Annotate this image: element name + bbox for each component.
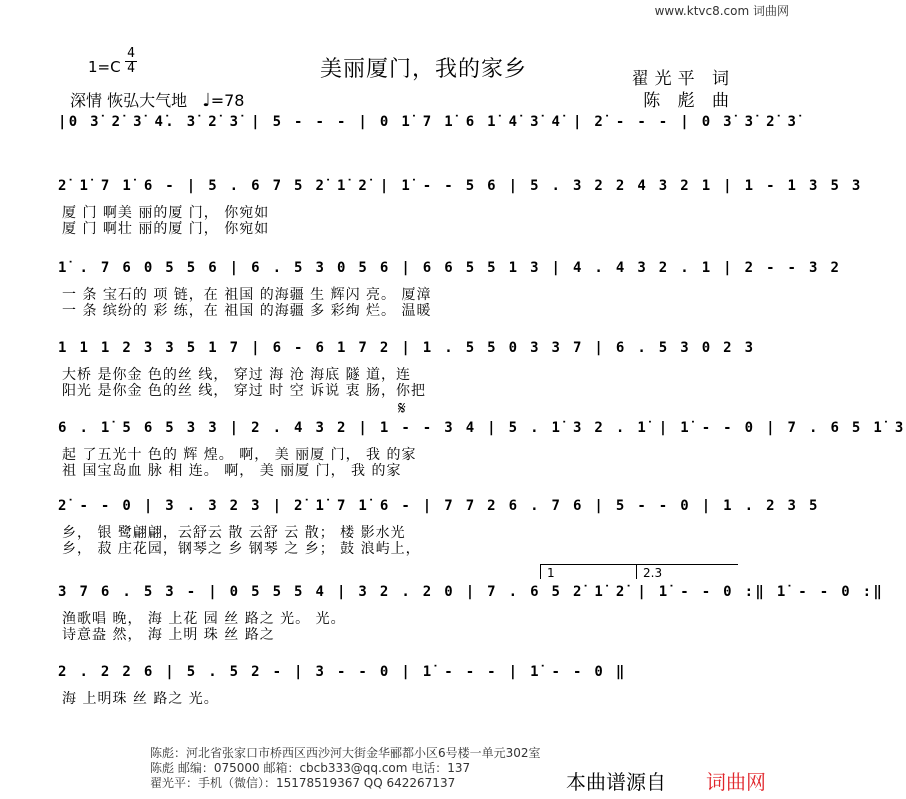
lyrics-line-2: 一 条 缤纷的 彩 练，在 祖国 的海疆 多 彩绚 烂。 温暖 [62, 303, 432, 319]
notation-row: 1 1 1 2 3 3 5 1 7 | 6 - 6 1 7 2 | 1 . 5 5 0 3 3 7 | 6 . 5 3 0 2 3 [58, 340, 756, 356]
volta-first-ending: 1 [540, 564, 637, 579]
footer-contact: 陈彪 邮编：075000 邮箱：cbcb333@qq.com 电话：137 [150, 761, 471, 775]
notation-row: 6 . 1̇ 5 6 5 3 3 | 2 . 4 3 2 | 1 - - 3 4 | 5 . 1̇ 3 2 . 1̇ | 1̇ - - 0 | 7 . 6 5 1̇ 3 [58, 420, 906, 436]
lyrics-line-2: 祖 国宝岛血 脉 相 连。 啊， 美 丽厦 门， 我 的家 [62, 463, 402, 479]
time-sig-bottom: 4 [127, 61, 135, 76]
notation-row: 2 . 2 2 6 | 5 . 5 2 - | 3 - - 0 | 1̇ - - - | 1̇ - - 0 ‖ [58, 664, 627, 680]
lyrics-line-2: 乡， 菽 庄花园，钢琴之 乡 钢琴 之 乡； 鼓 浪屿上， [62, 541, 421, 557]
notation-row: |0 3̇ 2̇ 3̇ 4̇. 3̇ 2̇ 3̇ | 5 - - - | 0 1̇ 7 1̇ 6 1̇ 4̇ 3̇ 4̇ | 2̇ - - - | 0 3̇ 3̇ 2̇ 3̇ [58, 114, 799, 130]
expression-text: 深情 恢弘大气地 [70, 91, 188, 110]
lyrics-line-2: 厦 门 啊壮 丽的厦 门， 你宛如 [62, 221, 270, 237]
song-title: 美丽厦门，我的家乡 [320, 57, 528, 82]
tempo-marking [70, 88, 244, 111]
lyrics-line-1: 海 上明珠 丝 路之 光。 [62, 691, 219, 707]
time-signature [125, 48, 137, 75]
volta-second-ending: 2.3 [636, 564, 738, 579]
lyrics-line-1: 起 了五光十 色的 辉 煌。 啊， 美 丽厦 门， 我 的家 [62, 447, 417, 463]
lyricist-credit: 翟光平 词 [631, 69, 735, 89]
key-signature: 1=C [88, 58, 121, 76]
composer-credit: 陈 彪 曲 [643, 91, 735, 111]
lyrics-line-1: 大桥 是你金 色的丝 线， 穿过 海 沧 海底 隧 道，连 [62, 367, 412, 383]
footer-phone: 翟光平：手机（微信）：15178519367 QQ 642267137 [150, 776, 456, 790]
lyrics-line-1: 一 条 宝石的 项 链，在 祖国 的海疆 生 辉闪 亮。 厦漳 [62, 287, 432, 303]
footer-address: 陈彪：河北省张家口市桥西区西沙河大街金华郦都小区6号楼一单元302室 [150, 746, 541, 760]
notation-row: 2̇ - - 0 | 3 . 3 2 3 | 2̇ 1̇ 7 1̇ 6 - | 7 7 2 6 . 7 6 | 5 - - 0 | 1 . 2 3 5 [58, 498, 820, 514]
lyrics-line-1: 渔歌唱 晚， 海 上花 园 丝 路之 光。 光。 [62, 611, 346, 627]
notation-row: 2̇ 1̇ 7 1̇ 6 - | 5 . 6 7 5 2̇ 1̇ 2̇ | 1̇ - - 5 6 | 5 . 3 2 2 4 3 2 1 | 1 - 1 3 5 3 [58, 178, 863, 194]
lyrics-line-1: 厦 门 啊美 丽的厦 门， 你宛如 [62, 205, 270, 221]
brand-source-label: 本曲谱源自 [566, 770, 666, 794]
time-sig-top: 4 [127, 46, 135, 61]
notation-row: 1̇ . 7 6 0 5 5 6 | 6 . 5 3 0 5 6 | 6 6 5 5 1 3 | 4 . 4 3 2 . 1 | 2 - - 3 2 [58, 260, 842, 276]
tempo-value: =78 [210, 91, 245, 110]
brand-site-link[interactable]: 词曲网 [706, 770, 766, 794]
lyrics-line-2: 诗意盎 然， 海 上明 珠 丝 路之 [62, 627, 275, 643]
notation-row: 3 7 6 . 5 3 - | 0 5 5 5 4 | 3 2 . 2 0 | 7 . 6 5 2̇ 1̇ 2̇ | 1̇ - - 0 :‖ 1̇ - - 0 :‖ [58, 584, 885, 600]
site-watermark: www.ktvc8.com 词曲网 [654, 4, 789, 18]
lyrics-line-2: 阳光 是你金 色的丝 线， 穿过 时 空 诉说 衷 肠，你把 [62, 383, 427, 399]
segno-icon: 𝄋 [398, 398, 406, 419]
quarter-note-icon: ♩ [202, 90, 211, 111]
lyrics-line-1: 乡， 银 鹭翩翩，云舒云 散 云舒 云 散； 楼 影水光 [62, 525, 406, 541]
